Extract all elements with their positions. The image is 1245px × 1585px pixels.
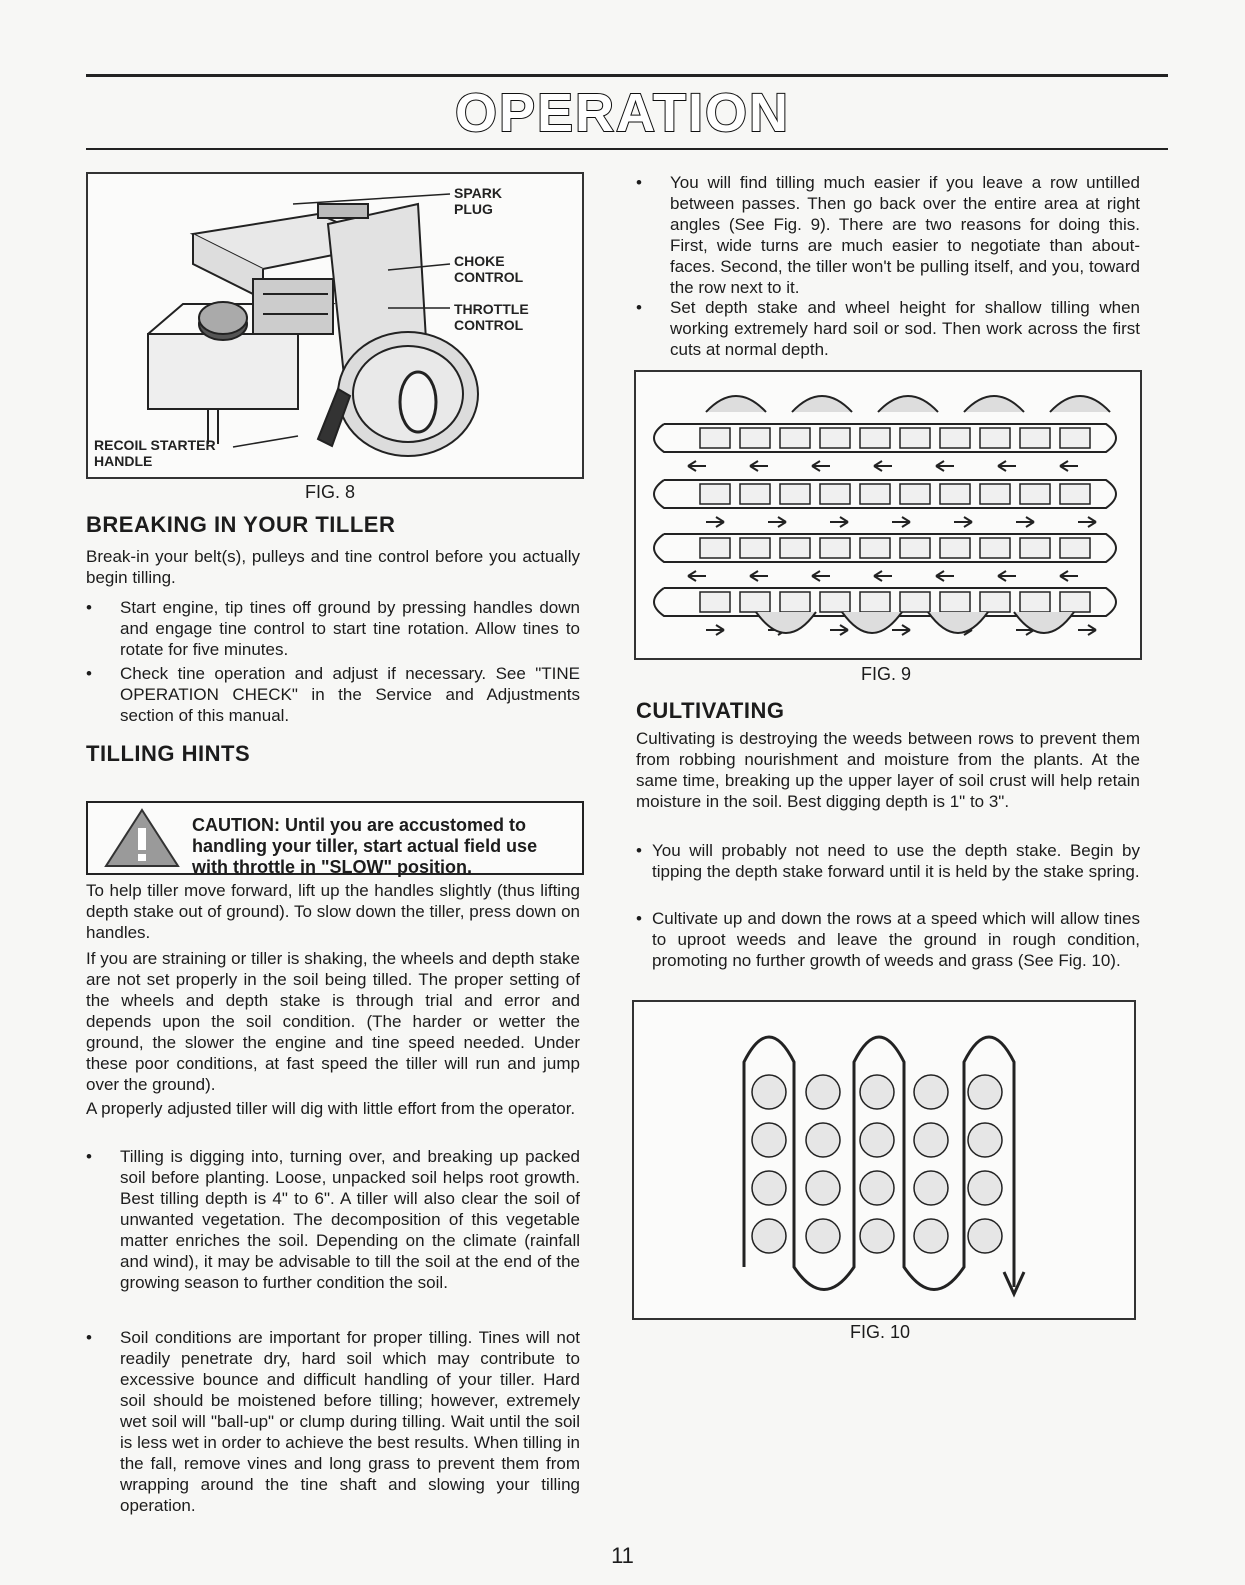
engine-drawing	[88, 174, 582, 477]
fig9-caption: FIG. 9	[860, 664, 911, 684]
plant-circle	[914, 1123, 948, 1157]
plant-circle	[752, 1219, 786, 1253]
direction-arrow	[892, 625, 910, 635]
direction-arrow	[706, 517, 724, 527]
cross-pass-cell	[860, 428, 890, 448]
plant-circle	[914, 1075, 948, 1109]
direction-arrow	[688, 461, 706, 471]
cross-pass-cell	[780, 592, 810, 612]
plant-circle	[860, 1171, 894, 1205]
turn-loop-bottom	[756, 612, 816, 633]
cross-pass-cell	[860, 538, 890, 558]
caution-box	[86, 801, 584, 875]
cross-pass-cell	[1020, 592, 1050, 612]
cultivating-bullet-2: • Cultivate up and down the rows at a speed which will allow tines to uproot weeds and leave the ground in rough condition, promoting no further growth of weeds and grass (See Fig. 10).	[636, 909, 1140, 970]
cross-pass-cell	[740, 428, 770, 448]
direction-arrow	[830, 625, 848, 635]
direction-arrow	[954, 517, 972, 527]
page-number: 11	[611, 1543, 634, 1568]
fig9-tilling-pattern	[634, 370, 1142, 660]
plant-circle	[968, 1171, 1002, 1205]
plant-circle	[752, 1171, 786, 1205]
label-recoil-line1: RECOIL STARTER	[94, 437, 216, 453]
direction-arrow	[936, 461, 954, 471]
cross-pass-cell	[700, 592, 730, 612]
cross-pass-cell	[1020, 538, 1050, 558]
cultivating-bullet-1: • You will probably not need to use the depth stake. Begin by tipping the depth stake forward until it is held by the stake spring.	[636, 841, 1140, 881]
fig10-cultivating-pattern	[632, 1000, 1136, 1320]
direction-arrow	[1078, 625, 1096, 635]
tilling-hints-heading: TILLING HINTS	[86, 741, 251, 766]
cross-pass-cell	[1060, 484, 1090, 504]
plant-circle	[752, 1075, 786, 1109]
cross-pass-cell	[780, 428, 810, 448]
tilling-right-bullet-2: • Set depth stake and wheel height for shallow tilling when working extremely hard soil or sod. Then work across the first cuts at normal depth.	[636, 298, 1140, 359]
cross-pass-cell	[740, 538, 770, 558]
direction-arrow	[874, 571, 892, 581]
plant-circle	[806, 1075, 840, 1109]
cross-pass-cell	[940, 592, 970, 612]
breaking-in-heading: BREAKING IN YOUR TILLER	[86, 512, 396, 537]
direction-arrow	[812, 571, 830, 581]
plant-circle	[806, 1123, 840, 1157]
cultivating-heading: CULTIVATING	[636, 698, 785, 723]
header-rule-top	[86, 74, 1168, 77]
label-choke-line2: CONTROL	[454, 269, 524, 285]
cross-pass-cell	[900, 538, 930, 558]
direction-arrow	[812, 461, 830, 471]
cross-pass-cell	[940, 428, 970, 448]
direction-arrow	[768, 517, 786, 527]
cross-pass-cell	[860, 592, 890, 612]
tilling-bullet-1: • Tilling is digging into, turning over, and breaking up packed soil before planting. Loose, unpacked soil helps root growth. Best tilling depth is 4" to 6". A tiller will also clear the soil of unwanted vegetation. The decomposition of this vegetable matter enriches the soil. Depending on the climate (rainfall and wind), it may be advisable to till the soil at the end of the growing season to further condition the soil.	[86, 1147, 580, 1292]
plant-circle	[860, 1219, 894, 1253]
cross-pass-cell	[820, 428, 850, 448]
direction-arrow	[830, 517, 848, 527]
turn-loop-top	[792, 396, 852, 412]
direction-arrow	[1060, 461, 1078, 471]
plant-circle	[914, 1219, 948, 1253]
fig8-engine-illustration	[86, 172, 584, 479]
direction-arrow	[936, 571, 954, 581]
direction-arrow	[1016, 517, 1034, 527]
direction-arrow	[1078, 517, 1096, 527]
cross-pass-cell	[780, 484, 810, 504]
plant-circle	[860, 1075, 894, 1109]
label-recoil-line2: HANDLE	[94, 453, 153, 469]
cross-pass-cell	[700, 538, 730, 558]
turn-loop-top	[878, 396, 938, 412]
direction-arrow	[998, 461, 1016, 471]
label-choke-line1: CHOKE	[454, 253, 505, 269]
cross-pass-cell	[820, 592, 850, 612]
tilling-right-bullet-1: • You will find tilling much easier if you leave a row untilled between passes. Then go back over the entire area at right angles (See Fig. 9). There are two reasons for doing this. First, wide turns are much easier to negotiate than about-faces. Second, the tiller won't be pulling itself, and you, toward the row next to it.	[636, 173, 1140, 297]
cross-pass-cell	[700, 428, 730, 448]
tilling-bullet-2: • Soil conditions are important for proper tilling. Tines will not readily penetrate dry, hard soil which may contribute to excessive bounce and difficult handling of your tiller. Hard soil should be moistened before tilling; however, extremely wet soil will "ball-up" or clump during tilling. Wait until the soil is less wet in order to achieve the best results. When tilling in the fall, remove vines and long grass to prevent them from wrapping around the tine shaft and slowing your tilling operation.	[86, 1328, 580, 1515]
cross-pass-cell	[820, 538, 850, 558]
cross-pass-cell	[1060, 428, 1090, 448]
cross-pass-cell	[1020, 484, 1050, 504]
breaking-in-bullet-1: • Start engine, tip tines off ground by pressing handles down and engage tine control to start tine rotation. Allow tines to rotate for five minutes.	[86, 598, 580, 659]
cross-pass-cell	[740, 484, 770, 504]
cross-pass-cell	[980, 428, 1010, 448]
plant-circle	[968, 1123, 1002, 1157]
cultivating-intro: Cultivating is destroying the weeds between rows to prevent them from robbing nourishment and moisture from the plants. At the same time, breaking up the upper layer of soil crust will help retain moisture in the soil. Best digging depth is 1" to 3".	[636, 729, 1140, 811]
cross-pass-cell	[740, 592, 770, 612]
cross-pass-cell	[820, 484, 850, 504]
direction-arrow	[750, 461, 768, 471]
label-throttle-line1: THROTTLE	[454, 301, 529, 317]
breaking-in-bullet-2: • Check tine operation and adjust if necessary. See "TINE OPERATION CHECK" in the Service and Adjustments section of this manual.	[86, 664, 580, 725]
warning-triangle-icon	[102, 808, 182, 868]
turn-loop-bottom	[928, 612, 988, 633]
cross-pass-cell	[980, 592, 1010, 612]
cross-pass-cell	[900, 428, 930, 448]
breaking-in-intro: Break-in your belt(s), pulleys and tine control before you actually begin tilling.	[86, 547, 580, 587]
cross-pass-cell	[900, 484, 930, 504]
direction-arrow	[688, 571, 706, 581]
cross-pass-cell	[780, 538, 810, 558]
cross-pass-cell	[1060, 538, 1090, 558]
plant-circle	[860, 1123, 894, 1157]
direction-arrow	[1060, 571, 1078, 581]
cultivating-pattern-diagram	[634, 1002, 1134, 1318]
cross-pass-cell	[980, 538, 1010, 558]
direction-arrow	[874, 461, 892, 471]
turn-loop-top	[964, 396, 1024, 412]
cross-pass-cell	[900, 592, 930, 612]
cross-pass-cell	[1020, 428, 1050, 448]
plant-circle	[752, 1123, 786, 1157]
direction-arrow	[706, 625, 724, 635]
direction-arrow	[750, 571, 768, 581]
cross-pass-cell	[940, 484, 970, 504]
cross-pass-cell	[860, 484, 890, 504]
turn-loop-top	[1050, 396, 1110, 412]
cross-pass-cell	[1060, 592, 1090, 612]
turn-loop-top	[706, 396, 766, 412]
plant-circle	[806, 1219, 840, 1253]
cross-pass-cell	[700, 484, 730, 504]
plant-circle	[968, 1075, 1002, 1109]
tilling-para-3: A properly adjusted tiller will dig with little effort from the operator.	[86, 1099, 576, 1118]
page-title: OPERATION	[454, 83, 790, 143]
plant-circle	[806, 1171, 840, 1205]
tilling-para-1: To help tiller move forward, lift up the handles slightly (thus lifting depth stake out of ground). To slow down the tiller, press down on handles.	[86, 881, 580, 942]
direction-arrow	[998, 571, 1016, 581]
header-rule-bottom	[86, 148, 1168, 150]
plant-circle	[968, 1219, 1002, 1253]
label-spark-plug-line2: PLUG	[454, 201, 493, 217]
cross-pass-cell	[940, 538, 970, 558]
cross-pass-cell	[980, 484, 1010, 504]
tilling-pattern-diagram	[636, 372, 1140, 658]
direction-arrow	[892, 517, 910, 527]
label-throttle-line2: CONTROL	[454, 317, 524, 333]
fig10-caption: FIG. 10	[849, 1322, 911, 1342]
label-spark-plug-line1: SPARK	[454, 185, 502, 201]
plant-circle	[914, 1171, 948, 1205]
tilling-para-2: If you are straining or tiller is shaking, the wheels and depth stake are not set properly in the soil being tilled. The proper setting of the wheels and depth stake is through trial and error and depends upon the soil condition. (The harder or wetter the ground, the slower the engine and tine speed needed. Under these poor conditions, at fast speed the tiller will run and jump over the ground).	[86, 949, 580, 1094]
caution-text: CAUTION: Until you are accustomed to handling your tiller, start actual field use with throttle in "SLOW" position.	[192, 815, 538, 877]
fig8-caption: FIG. 8	[304, 482, 355, 502]
